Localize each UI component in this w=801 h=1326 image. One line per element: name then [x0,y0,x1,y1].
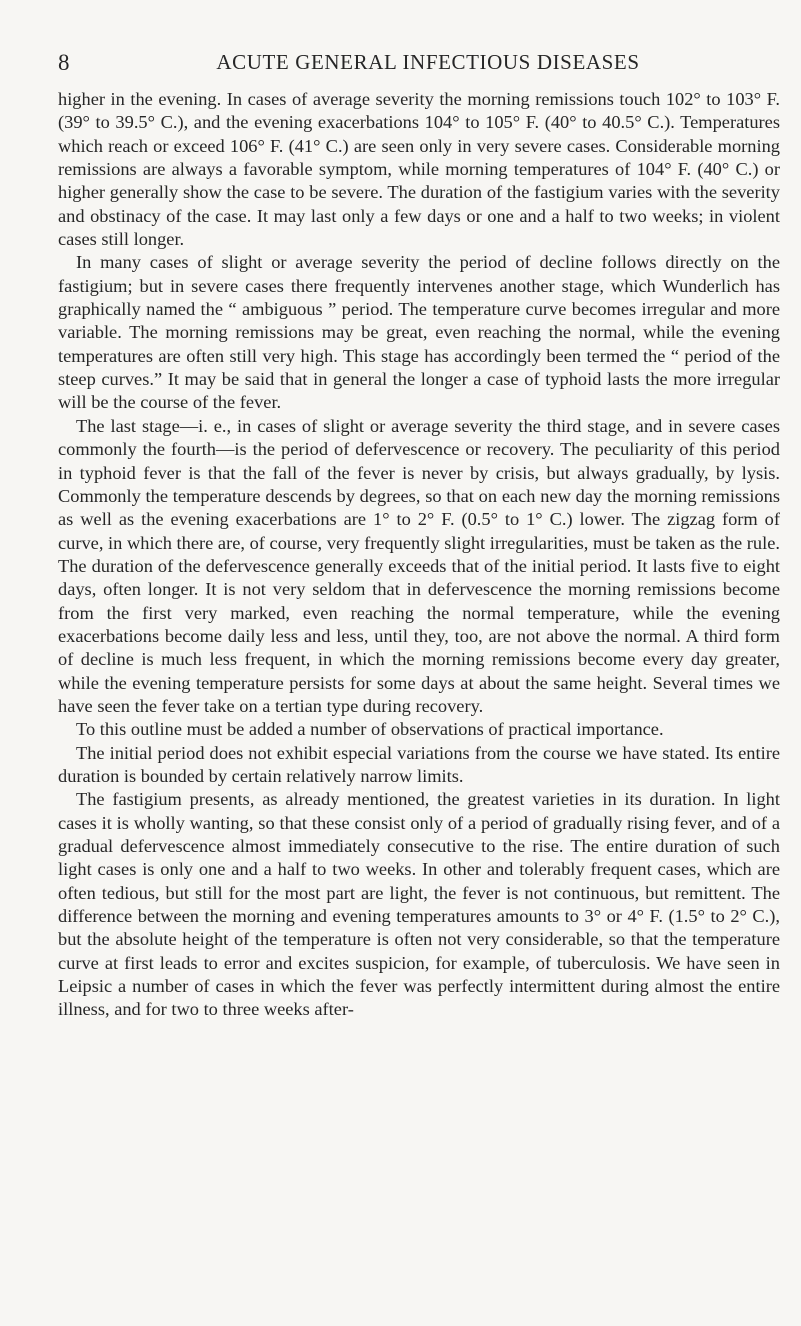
paragraph: To this outline must be added a number of observations of practical importance. [76,719,664,740]
running-title: ACUTE GENERAL INFECTIOUS DISEASES [216,50,640,74]
page-number: 8 [58,50,70,75]
body-text [58,88,780,1022]
paragraph: higher in the evening. In cases of average severity the morning remissions touch 102° to 103° F. (39° to 39.5° C.), and the evening exacerbations 104° to 105° F. (40° to 40.5° C.). Temperatures which reach or exceed 106° F. (41° C.) are seen only in very severe cases. Considerable morning remissions are always a favorable symptom, while morning temperatures of 104° F. (40° C.) or higher generally show the case to be severe. The duration of the fastigium varies with the severity and obstinacy of the case. It may last only a few days or one and a half to two weeks; in violent cases still longer. [58,89,780,250]
paragraph: The last stage—i. e., in cases of slight or average severity the third stage, and in severe cases commonly the fourth—is the period of defervescence or recovery. The peculiarity of this period in typhoid fever is that the fall of the fever is never by crisis, but always gradually, by lysis. Commonly the temperature descends by degrees, so that on each new day the morning remissions as well as the evening exacerbations are 1° to 2° F. (0.5° to 1° C.) lower. The zigzag form of curve, in which there are, of course, very frequently slight irregularities, must be taken as the rule. The duration of the defervescence generally exceeds that of the initial period. It lasts five to eight days, often longer. It is not very seldom that in defervescence the morning remissions become from the first very marked, even reaching the normal temperature, while the evening exacerbations become daily less and less, until they, too, are not above the normal. A third form of decline is much less frequent, in which the morning remissions become every day greater, while the evening temperature persists for some days at about the same height. Several times we have seen the fever take on a tertian type during recovery. [58,415,780,716]
paragraph: In many cases of slight or average severity the period of decline follows directly on the fastigium; but in severe cases there frequently intervenes another stage, which Wunderlich has graphically named the “ ambiguous ” period. The temperature curve becomes irregular and more variable. The morning remissions may be great, even reaching the normal, while the evening temperatures are often still very high. This stage has accordingly been termed the “ period of the steep curves.” It may be said that in general the longer a case of typhoid lasts the more irregular will be the course of the fever. [58,252,780,413]
paragraph: The fastigium presents, as already mentioned, the greatest varieties in its duration. In light cases it is wholly wanting, so that these consist only of a period of gradually rising fever, and of a gradual defervescence almost immediately consecutive to the rise. The entire duration of such light cases is only one and a half to two weeks. In other and tolerably frequent cases, which are often tedious, but still for the most part are light, the fever is not continuous, but remittent. The difference between the morning and evening temperatures amounts to 3° or 4° F. (1.5° to 2° C.), but the absolute height of the temperature is often not very considerable, so that the temperature curve at first leads to error and excites suspicion, for example, of tuberculosis. We have seen in Leipsic a number of cases in which the fever was perfectly intermittent during almost the entire illness, and for two to three weeks after- [58,789,780,1020]
page-header [58,50,778,80]
paragraph: The initial period does not exhibit especial variations from the course we have stated. Its entire duration is bounded by certain relatively narrow limits. [58,742,780,786]
